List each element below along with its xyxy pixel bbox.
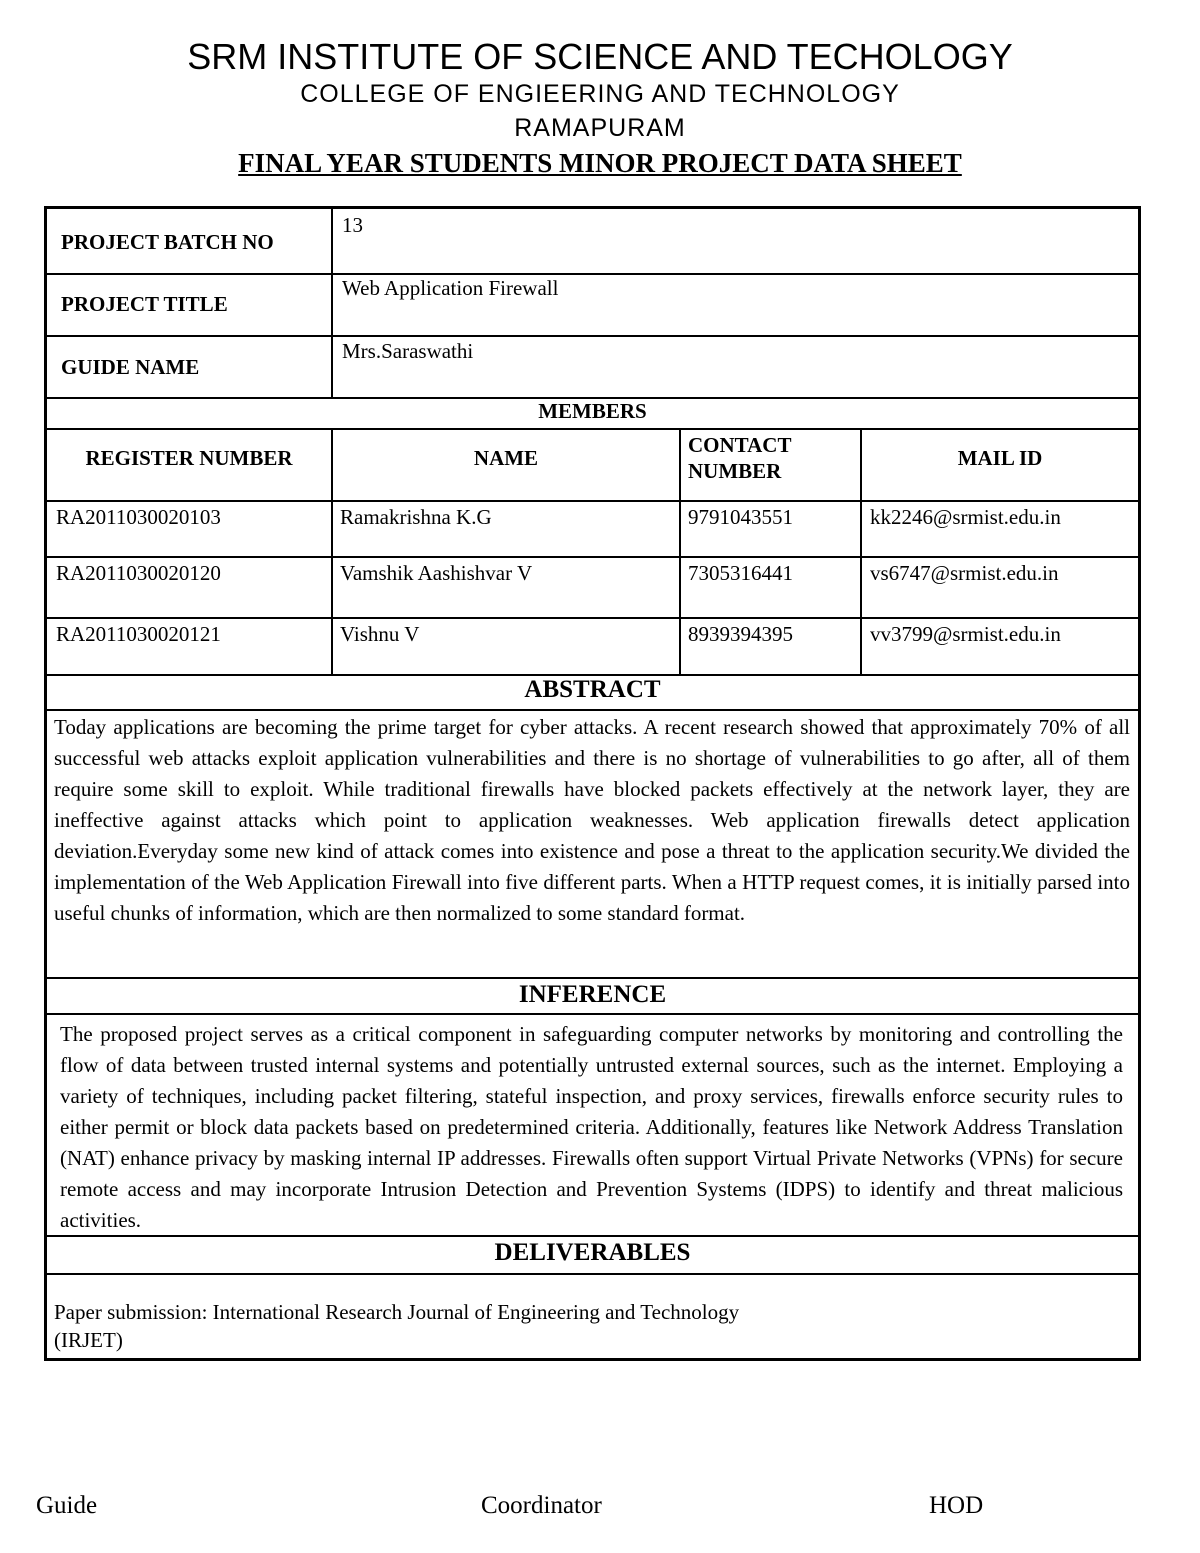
college-name: COLLEGE OF ENGIEERING AND TECHNOLOGY [300, 80, 900, 108]
title-label: PROJECT TITLE [61, 292, 228, 316]
table-cell: RA2011030020103 [56, 505, 221, 529]
deliverables-heading: DELIVERABLES [494, 1239, 691, 1266]
abstract-heading: ABSTRACT [524, 676, 661, 703]
table-cell: Vamshik Aashishvar V [340, 561, 533, 585]
table-cell: Ramakrishna K.G [340, 505, 492, 529]
column-header: MAIL ID [957, 446, 1043, 470]
table-cell: 7305316441 [688, 561, 793, 585]
row-divider [47, 617, 1138, 619]
table-cell: 8939394395 [688, 622, 793, 646]
deliverables-line: (IRJET) [54, 1328, 123, 1352]
table-cell: Vishnu V [340, 622, 420, 646]
table-cell: vs6747@srmist.edu.in [870, 561, 1059, 585]
column-header: REGISTER NUMBER [85, 446, 293, 470]
row-divider [47, 977, 1138, 979]
table-cell: kk2246@srmist.edu.in [870, 505, 1061, 529]
table-cell: vv3799@srmist.edu.in [870, 622, 1061, 646]
row-divider [47, 1013, 1138, 1015]
row-divider [47, 556, 1138, 558]
row-divider [47, 1273, 1138, 1275]
guide-value: Mrs.Saraswathi [342, 339, 474, 363]
inference-heading: INFERENCE [518, 981, 667, 1008]
table-cell: 9791043551 [688, 505, 793, 529]
row-divider [47, 335, 1138, 337]
batch-label: PROJECT BATCH NO [61, 230, 274, 254]
campus-name: RAMAPURAM [514, 114, 686, 142]
column-divider [331, 209, 333, 397]
data-sheet-table [44, 206, 1141, 1361]
row-divider [47, 428, 1138, 430]
signature-guide: Guide [36, 1492, 98, 1519]
title-value: Web Application Firewall [342, 276, 559, 300]
signature-coordinator: Coordinator [481, 1492, 602, 1519]
table-cell: RA2011030020121 [56, 622, 221, 646]
inference-text: The proposed project serves as a critical component in safeguarding computer networks by monitoring and controlling the flow of data between trusted internal systems and potentially untrusted external sources, such as the internet. Employing a variety of techniques, including packet filtering, stateful inspection, and proxy services, firewalls enforce security rules to either permit or block data packets based on predetermined criteria. Additionally, features like Network Address Translation (NAT) enhance privacy by masking internal IP addresses. Firewalls often support Virtual Private Networks (VPNs) for secure remote access and may incorporate Intrusion Detection and Prevention Systems (IDPS) to identify and threat malicious activities. [60, 1022, 1123, 1232]
column-header: CONTACT NUMBER [688, 433, 792, 483]
table-cell: RA2011030020120 [56, 561, 221, 585]
row-divider [47, 500, 1138, 502]
guide-label: GUIDE NAME [61, 355, 200, 379]
members-heading: MEMBERS [538, 399, 647, 423]
column-divider [679, 428, 681, 674]
row-divider [47, 709, 1138, 711]
signature-hod: HOD [929, 1492, 984, 1519]
sheet-title: FINAL YEAR STUDENTS MINOR PROJECT DATA SHEET [238, 148, 962, 178]
row-divider [47, 273, 1138, 275]
column-header: NAME [473, 446, 539, 470]
abstract-text: Today applications are becoming the prime target for cyber attacks. A recent research showed that approximately 70% of all successful web attacks exploit application vulnerabilities and there is no shortage of vulnerabilities to go after, all of them require some skill to exploit. While traditional firewalls have blocked packets effectively at the network layer, they are ineffective against attacks which point to application weaknesses. Web application firewalls detect application deviation.Everyday some new kind of attack comes into existence and pose a threat to the application security.We divided the implementation of the Web Application Firewall into five different parts. When a HTTP request comes, it is initially parsed into useful chunks of information, which are then normalized to some standard format. [54, 715, 1130, 925]
deliverables-line: Paper submission: International Research Journal of Engineering and Technology [54, 1300, 740, 1324]
batch-value: 13 [342, 213, 363, 237]
institute-name: SRM INSTITUTE OF SCIENCE AND TECHOLOGY [187, 36, 1013, 77]
